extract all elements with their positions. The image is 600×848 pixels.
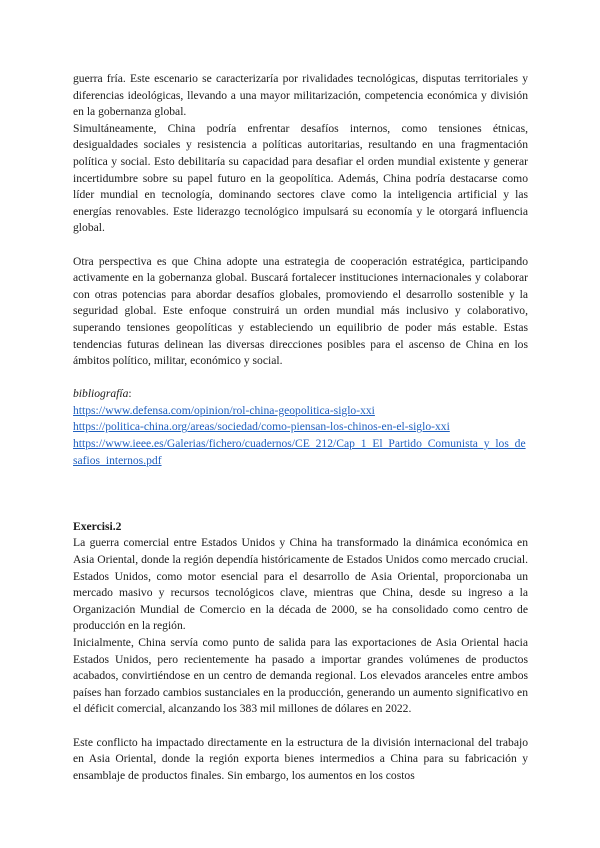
spacer xyxy=(73,237,528,254)
paragraph-cooperation: Otra perspectiva es que China adopte una estrategia de cooperación estratégica, participando activamente en la gobernanza global. Buscará fortalecer instituciones internacionales y colaborar con otras potencias para abordar desafíos globales, promoviendo el desarrollo sostenible y la seguridad global. Este enfoque construirá un orden mundial más inclusivo y colaborativo, superando tensiones geopolíticas y estableciendo un equilibrio de poder más estable. Estas tendencias futuras delinean las diversas direcciones posibles para el ascenso de China en los ámbitos político, militar, económico y social. xyxy=(73,254,528,368)
paragraph-china-exports: Inicialmente, China servía como punto de salida para las exportaciones de Asia Oriental hacia Estados Unidos, pero recientemente ha pasado a importar grandes volúmenes de productos acabados, convirtiéndose en un centro de demanda regional. Los elevados aranceles entre ambos países han forzado cambios sustanciales en la producción, generando un aumento significativo en el déficit comercial, alcanzando los 383 mil millones de dólares en 2022. xyxy=(73,636,528,716)
bibliography-link-ieee[interactable]: https://www.ieee.es/Galerias/fichero/cuadernos/CE_212/Cap_1_El_Partido_Comunista_y_los_desafios_internos.pdf xyxy=(73,437,526,467)
spacer xyxy=(73,370,528,387)
bibliography-link-politica-china[interactable]: https://politica-china.org/areas/sociedad/como-piensan-los-chinos-en-el-siglo-xxi xyxy=(73,420,450,434)
paragraph-cold-war: guerra fría. Este escenario se caracterizaría por rivalidades tecnológicas, disputas territoriales y diferencias ideológicas, llevando a una mayor militarización, competencia económica y división en la gobernanza global. xyxy=(73,72,528,119)
paragraph-trade-war: La guerra comercial entre Estados Unidos y China ha transformado la dinámica económica en Asia Oriental, donde la región dependía históricamente de Estados Unidos como mercado crucial. Estados Unidos, como motor esencial para el desarrollo de Asia Oriental, proporcionaba un mercado masivo y recursos tecnológicos clave, mientras que China, desde su ingreso a la Organización Mundial de Comercio en la década de 2000, se ha consolidado como centro de producción en la región. xyxy=(73,536,528,633)
exercise-heading: Exercisi.2 xyxy=(73,519,122,533)
bibliography-label xyxy=(73,386,528,403)
spacer xyxy=(73,718,528,735)
paragraph-internal-challenges: Simultáneamente, China podría enfrentar desafíos internos, como tensiones étnicas, desigualdades sociales y resistencia a políticas autoritarias, resultando en una fragmentación política y social. Esto debilitaría su capacidad para desafiar el orden mundial existente y generar incertidumbre sobre su papel futuro en la geopolítica. Además, China podría destacarse como líder mundial en tecnología, dominando sectores clave como la inteligencia artificial y las energías renovables. Este liderazgo tecnológico impulsará su economía y le otorgará influencia global. xyxy=(73,121,528,235)
bibliography-link-defensa[interactable]: https://www.defensa.com/opinion/rol-china-geopolitica-siglo-xxi xyxy=(73,403,375,417)
bibliography-colon: : xyxy=(128,387,132,401)
paragraph-division-of-labor: Este conflicto ha impactado directamente en la estructura de la división internacional del trabajo en Asia Oriental, donde la región exporta bienes intermedios a China para su fabricación y ensamblaje de productos finales. Sin embargo, los aumentos en los costos xyxy=(73,735,528,782)
spacer xyxy=(73,469,528,502)
spacer xyxy=(73,502,528,519)
bibliography-label-text: bibliografía xyxy=(73,387,129,401)
page-content xyxy=(73,71,528,784)
